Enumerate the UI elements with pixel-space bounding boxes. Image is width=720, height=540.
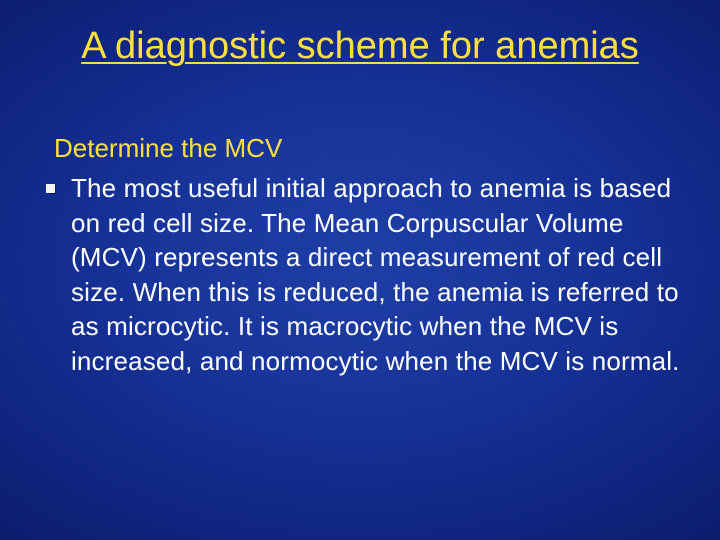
bullet-text: The most useful initial approach to anemia is based on red cell size. The Mean Corpuscular Volume (MCV) represents a direct measurement of red cell size. When this is reduced, the anemia is referred to as microcytic. It is macrocytic when the MCV is increased, and normocytic when the MCV is normal. bbox=[71, 173, 680, 376]
square-bullet-icon bbox=[46, 184, 55, 193]
bullet-item bbox=[44, 171, 684, 378]
slide-subtitle: Determine the MCV bbox=[54, 133, 283, 163]
slide-title: A diagnostic scheme for anemias bbox=[81, 25, 639, 67]
bullet-list bbox=[44, 171, 684, 378]
